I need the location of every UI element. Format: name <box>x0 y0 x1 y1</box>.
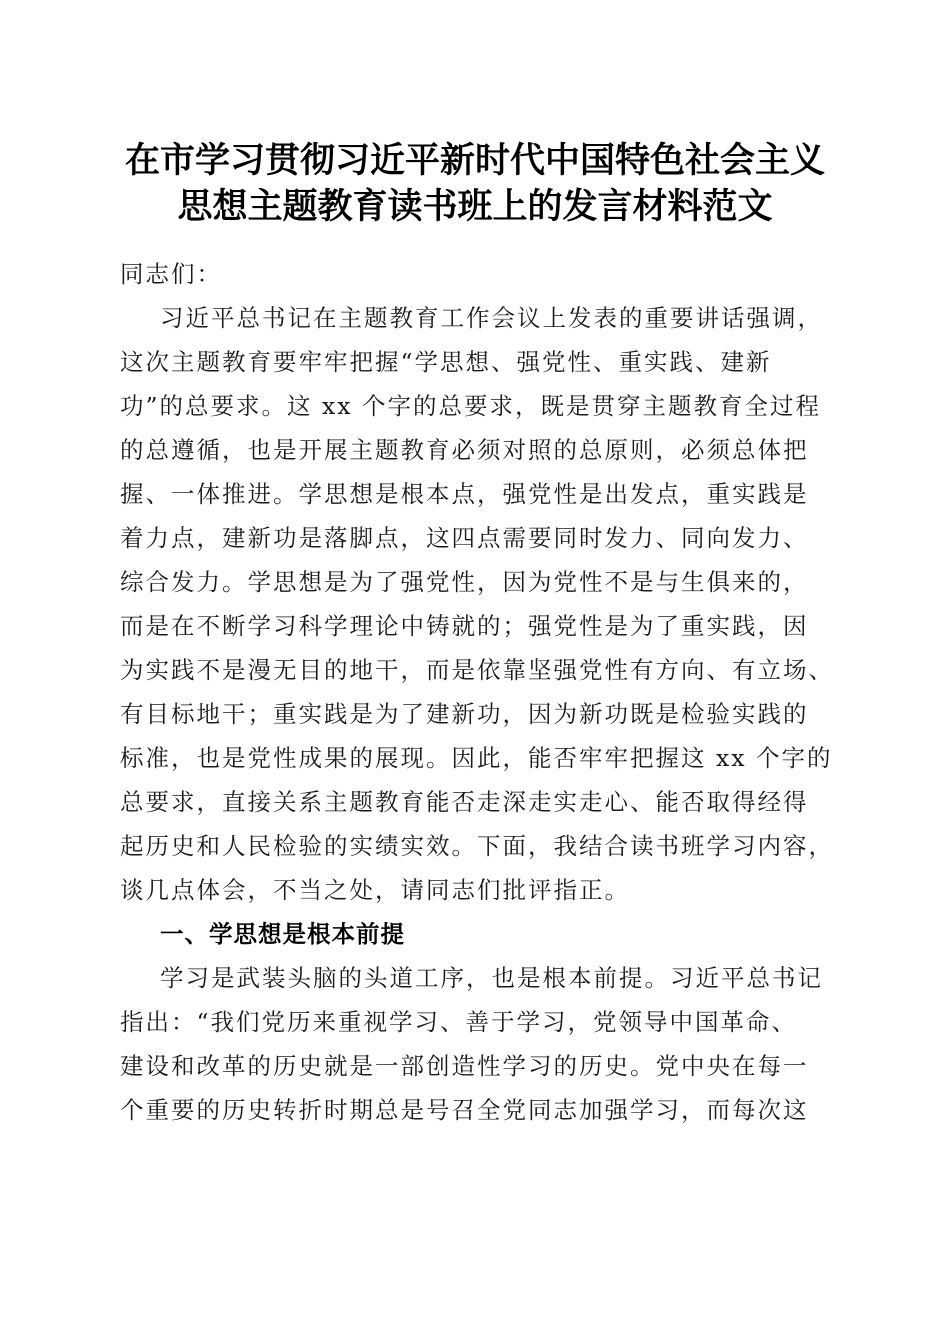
title-line: 在市学习贯彻习近平新时代中国特色社会主义 <box>124 140 825 181</box>
paragraph-line: 指出：“我们党历来重视学习、善于学习，党领导中国革命、 <box>120 1008 798 1036</box>
paragraph-line: 而是在不断学习科学理论中铸就的；强党性是为了重实践，因 <box>120 612 809 640</box>
greeting: 同志们： <box>120 260 222 288</box>
section-heading: 一、学思想是根本前提 <box>160 920 405 948</box>
paragraph-line: 学习是武装头脑的头道工序，也是根本前提。习近平总书记 <box>160 964 823 992</box>
document-body <box>120 252 832 1132</box>
paragraph-line: 综合发力。学思想是为了强党性，因为党性不是与生俱来的， <box>120 568 809 596</box>
paragraph-line: 建设和改革的历史就是一部创造性学习的历史。党中央在每一 <box>120 1052 809 1080</box>
paragraph-line: 为实践不是漫无目的地干，而是依靠坚强党性有方向、有立场、 <box>120 656 834 684</box>
paragraph-line: 标准，也是党性成果的展现。因此，能否牢牢把握这 xx 个字的 <box>120 744 833 772</box>
paragraph-line: 谈几点体会，不当之处，请同志们批评指正。 <box>120 876 630 904</box>
paragraph-line: 总要求，直接关系主题教育能否走深走实走心、能否取得经得 <box>120 788 809 816</box>
paragraph-line: 起历史和人民检验的实绩实效。下面，我结合读书班学习内容， <box>120 832 834 860</box>
paragraph-line: 着力点，建新功是落脚点，这四点需要同时发力、同向发力、 <box>120 524 809 552</box>
paragraph-line: 习近平总书记在主题教育工作会议上发表的重要讲话强调， <box>160 304 823 332</box>
paragraph-line: 这次主题教育要牢牢把握“学思想、强党性、重实践、建新 <box>120 348 772 376</box>
paragraph-line: 有目标地干；重实践是为了建新功，因为新功既是检验实践的 <box>120 700 809 728</box>
paragraph-line: 个重要的历史转折时期总是号召全党同志加强学习，而每次这 <box>120 1096 809 1124</box>
paragraph-line: 握、一体推进。学思想是根本点，强党性是出发点，重实践是 <box>120 480 809 508</box>
paragraph-1 <box>120 296 832 912</box>
paragraph-line: 的总遵循，也是开展主题教育必须对照的总原则，必须总体把 <box>120 436 809 464</box>
paragraph-line: 功”的总要求。这 xx 个字的总要求，既是贯穿主题教育全过程 <box>120 392 821 420</box>
paragraph-2 <box>120 956 832 1132</box>
title-line: 思想主题教育读书班上的发言材料范文 <box>177 186 773 227</box>
document-title <box>100 138 850 230</box>
